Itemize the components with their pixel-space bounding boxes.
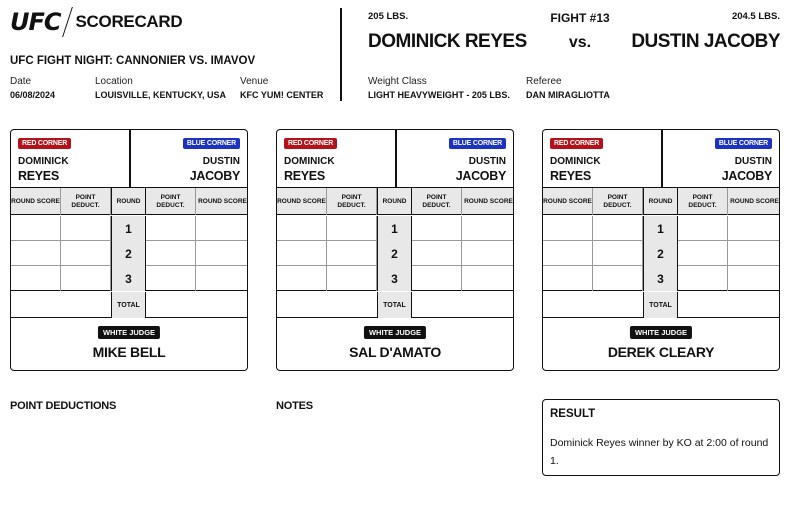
round-number: 2: [111, 241, 146, 266]
red-first-name: DOMINICK: [550, 156, 601, 167]
judge-scorecard-2: [276, 129, 514, 371]
red-corner-badge: RED CORNER: [18, 138, 71, 149]
blue-point-deduct-header: POINT DEDUCT.: [678, 188, 728, 215]
table-row: [11, 266, 247, 291]
round-header: ROUND: [643, 188, 678, 215]
venue-label: Venue: [240, 76, 269, 87]
ufc-logo: UFC: [10, 8, 61, 36]
judge-name: SAL D'AMATO: [349, 344, 441, 360]
blue-first-name: DUSTIN: [468, 156, 506, 167]
table-row: [11, 216, 247, 241]
result-heading: RESULT: [550, 408, 596, 420]
judge-name: DEREK CLEARY: [607, 344, 715, 360]
total-label: TOTAL: [377, 292, 412, 318]
result-box: [542, 399, 780, 476]
red-round-score-header: ROUND SCORE: [277, 188, 327, 215]
weight-class-value: LIGHT HEAVYWEIGHT - 205 LBS.: [368, 90, 510, 100]
round-number: 1: [377, 216, 412, 241]
referee-value: DAN MIRAGLIOTTA: [526, 90, 610, 100]
notes-heading: NOTES: [276, 400, 313, 412]
round-number: 3: [643, 266, 678, 291]
point-deductions-heading: POINT DEDUCTIONS: [10, 400, 117, 412]
table-row: [543, 241, 779, 266]
red-fighter-name: DOMINICK REYES: [368, 31, 527, 52]
white-judge-badge: WHITE JUDGE: [630, 326, 692, 339]
round-number: 2: [377, 241, 412, 266]
logo-divider: [62, 7, 73, 37]
weight-class-label: Weight Class: [368, 76, 427, 87]
judge-scorecard-3: [542, 129, 780, 371]
red-point-deduct-header: POINT DEDUCT.: [593, 188, 643, 215]
red-point-deduct-header: POINT DEDUCT.: [61, 188, 111, 215]
score-table-header: [11, 188, 247, 215]
red-last-name: REYES: [550, 169, 591, 183]
scorecard-title: SCORECARD: [75, 12, 183, 31]
table-row: [11, 241, 247, 266]
blue-point-deduct-header: POINT DEDUCT.: [412, 188, 462, 215]
table-row: [277, 216, 513, 241]
red-fighter-weight: 205 LBS.: [368, 11, 409, 22]
blue-fighter-name: DUSTIN JACOBY: [631, 31, 780, 52]
blue-last-name: JACOBY: [455, 169, 506, 183]
total-row: [277, 292, 513, 318]
blue-point-deduct-header: POINT DEDUCT.: [146, 188, 196, 215]
blue-first-name: DUSTIN: [734, 156, 772, 167]
fight-number: FIGHT #13: [550, 11, 610, 25]
red-last-name: REYES: [284, 169, 325, 183]
red-first-name: DOMINICK: [284, 156, 335, 167]
blue-last-name: JACOBY: [189, 169, 240, 183]
venue-value: KFC YUM! CENTER: [240, 90, 324, 100]
blue-round-score-header: ROUND SCORE: [730, 197, 779, 205]
round-header: ROUND: [377, 188, 412, 215]
red-corner-badge: RED CORNER: [550, 138, 603, 149]
total-row: [11, 292, 247, 318]
round-number: 2: [643, 241, 678, 266]
header-divider: [340, 8, 342, 101]
round-header: ROUND: [111, 188, 146, 215]
ufc-scorecard-logo: [10, 8, 182, 36]
white-judge-badge: WHITE JUDGE: [364, 326, 426, 339]
score-table-header: [543, 188, 779, 215]
versus-label: vs.: [568, 34, 592, 51]
white-judge-badge: WHITE JUDGE: [98, 326, 160, 339]
corner-header: [543, 130, 779, 188]
total-label: TOTAL: [643, 292, 678, 318]
corner-header: [277, 130, 513, 188]
blue-last-name: JACOBY: [721, 169, 772, 183]
round-number: 3: [111, 266, 146, 291]
date-value: 06/08/2024: [10, 90, 56, 100]
blue-round-score-header: ROUND SCORE: [464, 197, 513, 205]
blue-round-score-header: ROUND SCORE: [198, 197, 247, 205]
date-label: Date: [10, 76, 32, 87]
corner-header: [11, 130, 247, 188]
total-label: TOTAL: [111, 292, 146, 318]
red-first-name: DOMINICK: [18, 156, 69, 167]
round-number: 3: [377, 266, 412, 291]
red-round-score-header: ROUND SCORE: [11, 188, 61, 215]
blue-corner-badge: BLUE CORNER: [183, 138, 240, 149]
blue-corner-badge: BLUE CORNER: [715, 138, 772, 149]
red-point-deduct-header: POINT DEDUCT.: [327, 188, 377, 215]
red-corner-badge: RED CORNER: [284, 138, 337, 149]
red-round-score-header: ROUND SCORE: [543, 188, 593, 215]
judge-scorecard-1: [10, 129, 248, 371]
red-last-name: REYES: [18, 169, 59, 183]
location-label: Location: [95, 76, 133, 87]
event-name: UFC FIGHT NIGHT: CANNONIER VS. IMAVOV: [10, 55, 256, 67]
blue-corner-badge: BLUE CORNER: [449, 138, 506, 149]
judge-name: MIKE BELL: [92, 344, 166, 360]
referee-label: Referee: [526, 76, 562, 87]
blue-first-name: DUSTIN: [202, 156, 240, 167]
location-value: LOUISVILLE, KENTUCKY, USA: [95, 90, 227, 100]
round-number: 1: [643, 216, 678, 241]
score-table-header: [277, 188, 513, 215]
round-number: 1: [111, 216, 146, 241]
table-row: [277, 241, 513, 266]
blue-fighter-weight: 204.5 LBS.: [731, 11, 780, 22]
total-row: [543, 292, 779, 318]
table-row: [543, 266, 779, 291]
table-row: [543, 216, 779, 241]
result-text: Dominick Reyes winner by KO at 2:00 of round 1.: [550, 437, 769, 467]
table-row: [277, 266, 513, 291]
